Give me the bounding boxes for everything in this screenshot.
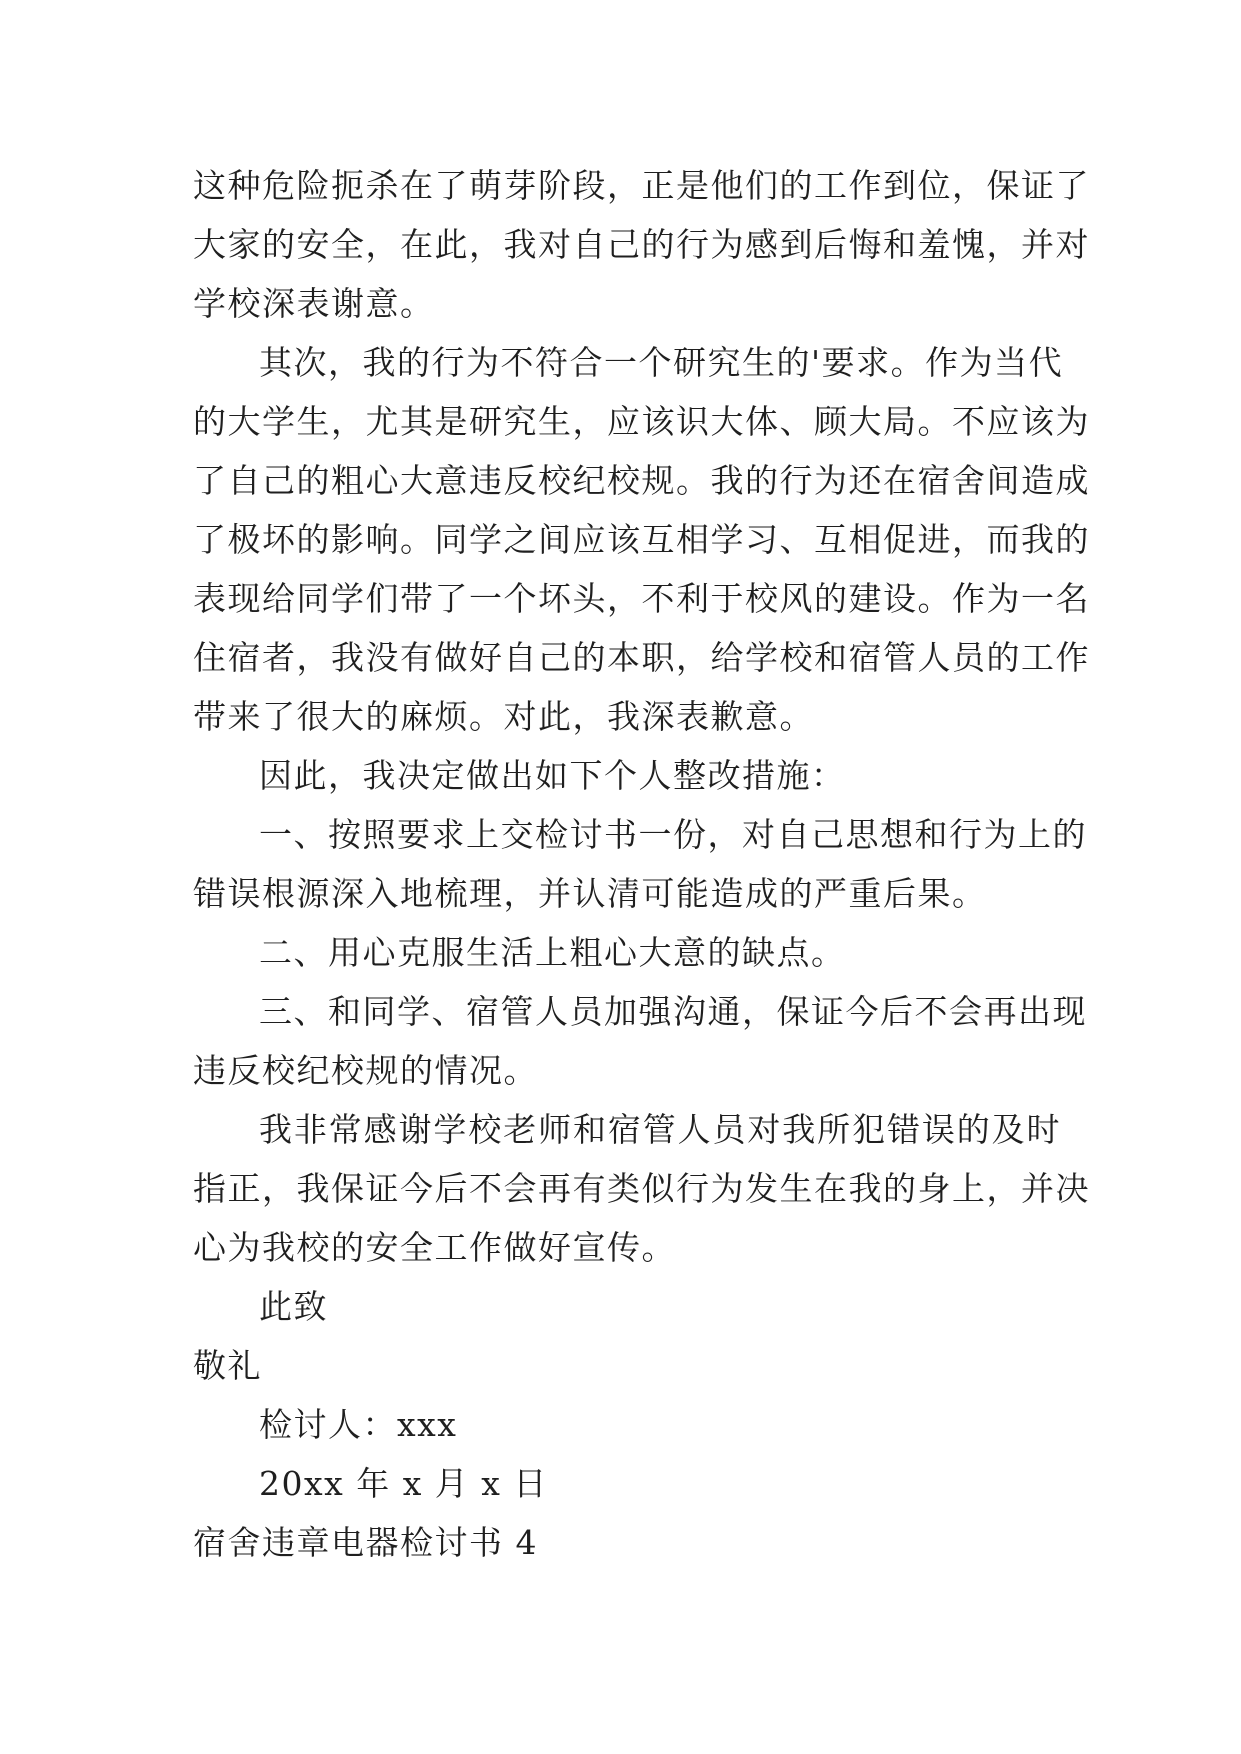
signature-line: 检讨人：xxx [259, 1405, 458, 1444]
text-line: 二、用心克服生活上粗心大意的缺点。 [259, 933, 846, 972]
text-line: 指正，我保证今后不会再有类似行为发生在我的身上，并决 [193, 1169, 1090, 1208]
text-line: 大家的安全，在此，我对自己的行为感到后悔和羞愧，并对 [193, 225, 1090, 264]
text-line: 这种危险扼杀在了萌芽阶段，正是他们的工作到位，保证了 [193, 166, 1090, 205]
text-line: 住宿者，我没有做好自己的本职，给学校和宿管人员的工作 [193, 638, 1090, 677]
date-line: 20xx 年 x 月 x 日 [259, 1464, 548, 1503]
text-line: 一、按照要求上交检讨书一份，对自己思想和行为上的 [259, 815, 1087, 854]
closing-regards: 敬礼 [193, 1346, 262, 1385]
text-line: 其次，我的行为不符合一个研究生的'要求。作为当代 [259, 343, 1064, 382]
closing-salutation: 此致 [259, 1287, 328, 1326]
text-line: 错误根源深入地梳理，并认清可能造成的严重后果。 [193, 874, 987, 913]
text-line: 三、和同学、宿管人员加强沟通，保证今后不会再出现 [259, 992, 1087, 1031]
text-line: 学校深表谢意。 [193, 284, 435, 323]
document-body [193, 156, 1090, 1572]
text-line: 表现给同学们带了一个坏头，不利于校风的建设。作为一名 [193, 579, 1090, 618]
text-line: 了极坏的影响。同学之间应该互相学习、互相促进，而我的 [193, 520, 1090, 559]
section-title: 宿舍违章电器检讨书 4 [193, 1523, 538, 1562]
text-line: 的大学生，尤其是研究生，应该识大体、顾大局。不应该为 [193, 402, 1090, 441]
text-line: 带来了很大的麻烦。对此，我深表歉意。 [193, 697, 814, 736]
text-line: 违反校纪校规的情况。 [193, 1051, 538, 1090]
text-line: 心为我校的安全工作做好宣传。 [193, 1228, 676, 1267]
text-line: 了自己的粗心大意违反校纪校规。我的行为还在宿舍间造成 [193, 461, 1090, 500]
text-line: 我非常感谢学校老师和宿管人员对我所犯错误的及时 [259, 1110, 1061, 1149]
text-line: 因此，我决定做出如下个人整改措施： [259, 756, 846, 795]
